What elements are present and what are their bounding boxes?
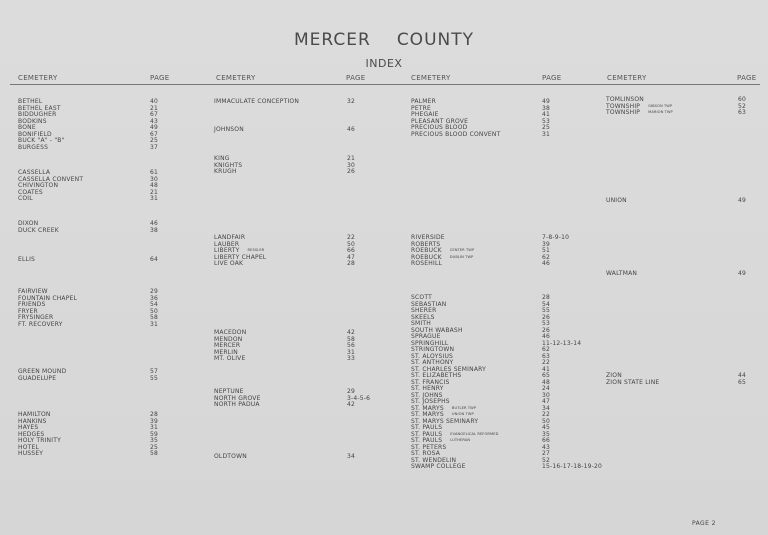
page-reference: 65	[542, 372, 551, 379]
cemetery-name: SCOTT	[411, 294, 432, 301]
page-reference: 31	[150, 195, 159, 202]
page-reference: 50	[542, 417, 551, 425]
index-entry	[214, 98, 377, 105]
cemetery-name: BETHEL EAST	[18, 104, 61, 112]
cemetery-name: DIXON	[18, 220, 39, 227]
page-reference: 31	[542, 130, 551, 138]
cemetery-name: NORTH PADUA	[214, 401, 260, 408]
page-reference: 52	[542, 456, 551, 464]
cemetery-name: HOLY TRINITY	[18, 437, 61, 444]
cemetery-name: NORTH GROVE	[214, 394, 261, 402]
page-number: PAGE 2	[692, 520, 716, 527]
cemetery-name: ST. HENRY	[411, 385, 444, 392]
page-reference: 30	[150, 175, 159, 183]
header-cemetery-3: CEMETERY	[411, 74, 451, 82]
cemetery-name: ST. ELIZABETHS	[411, 372, 462, 379]
page-reference: 48	[542, 378, 551, 386]
cemetery-name: LIBERTY CHAPEL	[214, 253, 267, 261]
cemetery-name: IMMACULATE CONCEPTION	[214, 98, 300, 105]
cemetery-name: ST. MARYS BUTLER TWP	[411, 404, 477, 412]
header-page-3: PAGE	[542, 74, 562, 82]
index-entry	[18, 227, 180, 234]
page-reference: 66	[542, 437, 551, 444]
index-entry	[214, 260, 377, 267]
cemetery-name: FRIENDS	[18, 301, 46, 308]
index-entry	[411, 463, 603, 470]
page-reference: 63	[542, 352, 551, 360]
page-reference: 31	[150, 320, 159, 328]
page-reference: 33	[347, 355, 356, 362]
cemetery-name: MERLIN	[214, 348, 238, 356]
page-reference: 51	[542, 247, 551, 254]
header-cemetery-2: CEMETERY	[216, 74, 256, 82]
page-reference: 58	[347, 335, 356, 343]
page-reference: 58	[150, 314, 159, 321]
page-reference: 34	[347, 453, 356, 460]
page-reference: 49	[738, 270, 747, 277]
page-reference: 53	[542, 117, 551, 125]
page-reference: 49	[150, 124, 159, 131]
cemetery-name: SKEELS	[411, 313, 435, 321]
cemetery-name: COIL	[18, 195, 33, 202]
cemetery-name: ROEBUCK CENTER TWP	[411, 247, 475, 254]
cemetery-name: DUCK CREEK	[18, 226, 59, 234]
page-reference: 29	[150, 288, 159, 295]
cemetery-name: BUCK "A" - "B"	[18, 137, 65, 144]
cemetery-name: NEPTUNE	[214, 388, 244, 395]
cemetery-name: ST. PAULS	[411, 424, 443, 431]
page-reference: 60	[738, 96, 747, 103]
cemetery-name: MERCER	[214, 342, 241, 349]
cemetery-name: BIDDUGHER	[18, 111, 57, 118]
page-title	[0, 30, 768, 50]
page-reference: 36	[150, 294, 159, 302]
page-reference: 49	[738, 197, 747, 204]
index-entry	[18, 321, 180, 328]
cemetery-name: ELLIS	[18, 256, 36, 263]
cemetery-name: ST. PAULS EVANGELICAL REFORMED	[411, 430, 499, 438]
cemetery-name: BONIFIELD	[18, 130, 52, 138]
page-reference: 45	[542, 424, 551, 431]
cemetery-name: HANKINS	[18, 417, 47, 425]
page-reference: 22	[347, 234, 356, 241]
page-reference: 11-12-13-14	[542, 339, 582, 347]
page-reference: 29	[347, 388, 356, 395]
header-cemetery-1: CEMETERY	[18, 74, 58, 82]
page-reference: 64	[150, 256, 159, 263]
index-entry	[214, 355, 377, 362]
page-reference: 22	[542, 359, 551, 366]
page-reference: 61	[150, 169, 159, 176]
page-reference: 28	[542, 294, 551, 301]
cemetery-name: PETRE	[411, 104, 432, 112]
cemetery-name: SEBASTIAN	[411, 300, 447, 308]
page-reference: 21	[150, 188, 159, 196]
cemetery-name: ST. ALOYSIUS	[411, 352, 454, 360]
page-reference: 24	[542, 385, 551, 392]
cemetery-name: BETHEL	[18, 98, 43, 105]
page-reference: 21	[150, 104, 159, 112]
cemetery-name: BURGESS	[18, 143, 49, 151]
index-entry	[18, 144, 180, 151]
page-reference: 28	[150, 411, 159, 418]
cemetery-name: FT. RECOVERY	[18, 320, 63, 328]
page-reference: 62	[542, 253, 551, 261]
cemetery-name: SPRAGUE	[411, 333, 441, 340]
cemetery-name: RIVERSIDE	[411, 234, 445, 241]
page-reference: 7-8-9-10	[542, 234, 570, 241]
cemetery-name: KNIGHTS	[214, 161, 243, 169]
cemetery-name: MENDON	[214, 335, 243, 343]
index-entry	[214, 126, 377, 133]
cemetery-name: KRUGH	[214, 168, 237, 175]
township-note: RESSLER	[247, 248, 265, 252]
cemetery-name: ST. ROSA	[411, 450, 441, 457]
page-reference: 26	[542, 313, 551, 321]
index-entry	[18, 450, 180, 457]
cemetery-name: SHERER	[411, 307, 437, 314]
cemetery-name: ST. MARYS UNION TWP	[411, 411, 474, 418]
cemetery-name: PLEASANT GROVE	[411, 117, 469, 125]
page-reference: 42	[347, 401, 356, 408]
cemetery-name: BODKINS	[18, 117, 47, 125]
header-page-4: PAGE	[737, 74, 757, 82]
cemetery-name: PRECIOUS BLOOD CONVENT	[411, 130, 501, 138]
page-reference: 52	[738, 102, 747, 110]
page-reference: 15-16-17-18-19-20	[542, 463, 603, 470]
page-reference: 63	[738, 109, 747, 116]
page-reference: 38	[542, 104, 551, 112]
page-reference: 48	[150, 182, 159, 189]
page-reference: 49	[542, 98, 551, 105]
page-reference: 31	[150, 424, 159, 431]
page-reference: 46	[347, 126, 356, 133]
cemetery-name: JOHNSON	[214, 126, 244, 133]
index-entry	[606, 109, 768, 116]
page-reference: 39	[542, 240, 551, 248]
cemetery-name: SWAMP COLLEGE	[411, 463, 466, 470]
cemetery-name: HAYES	[18, 424, 39, 431]
cemetery-name: ST. PAULS LUTHERAN	[411, 437, 471, 444]
header-page-1: PAGE	[150, 74, 170, 82]
cemetery-name: HEDGES	[18, 430, 45, 438]
page-reference: 22	[542, 411, 551, 418]
page-reference: 43	[150, 117, 159, 125]
cemetery-name: FAIRVIEW	[18, 288, 48, 295]
index-entry	[411, 131, 572, 138]
page-reference: 54	[150, 301, 159, 308]
cemetery-name: ST. FRANCIS	[411, 378, 450, 386]
cemetery-name: LIVE OAK	[214, 260, 244, 267]
cemetery-name: UNION	[606, 197, 627, 204]
page-reference: 3-4-5-6	[347, 394, 371, 402]
cemetery-name: TOWNSHIP GIBSON TWP	[606, 102, 673, 110]
page-reference: 34	[542, 404, 551, 412]
page-reference: 26	[542, 326, 551, 334]
page-reference: 67	[150, 130, 159, 138]
index-entry	[18, 195, 180, 202]
title-word-2: COUNTY	[396, 30, 474, 50]
cemetery-name: CASSELLA CONVENT	[18, 175, 84, 183]
page-reference: 56	[347, 342, 356, 349]
cemetery-name: ZION	[606, 372, 622, 379]
index-entry	[214, 401, 377, 408]
page-reference: 25	[150, 443, 159, 451]
page-reference: 50	[347, 240, 356, 248]
page-reference: 47	[542, 398, 551, 405]
page-reference: 35	[150, 437, 159, 444]
page-reference: 39	[150, 417, 159, 425]
page-reference: 62	[542, 346, 551, 353]
township-note: LUTHERAN	[450, 438, 471, 442]
page-reference: 21	[347, 155, 356, 162]
page-reference: 66	[347, 247, 356, 254]
cemetery-name: GREEN MOUND	[18, 368, 67, 375]
page-reference: 26	[347, 168, 356, 175]
page-reference: 57	[150, 368, 159, 375]
cemetery-name: SMITH	[411, 320, 431, 327]
page-reference: 30	[542, 391, 551, 399]
cemetery-name: COATES	[18, 188, 43, 196]
index-entry	[18, 375, 180, 382]
cemetery-name: PHEGAIE	[411, 111, 439, 118]
cemetery-name: LAUBER	[214, 240, 240, 248]
page-reference: 27	[542, 450, 551, 457]
cemetery-name: SOUTH WABASH	[411, 326, 463, 334]
page-reference: 44	[738, 372, 747, 379]
cemetery-name: FRYSINGER	[18, 314, 54, 321]
cemetery-name: ST. PETERS	[411, 443, 447, 451]
page-reference: 46	[542, 260, 551, 267]
cemetery-name: TOWNSHIP MARION TWP	[606, 109, 673, 116]
cemetery-name: ST. ANTHONY	[411, 359, 454, 366]
index-entry	[18, 256, 180, 263]
page-reference: 42	[347, 329, 356, 336]
cemetery-name: PALMER	[411, 98, 437, 105]
township-note: MARION TWP	[648, 110, 673, 114]
header-cemetery-4: CEMETERY	[607, 74, 647, 82]
page-reference: 38	[150, 226, 159, 234]
page-reference: 32	[347, 98, 356, 105]
cemetery-name: SPRINGHILL	[411, 339, 449, 347]
township-note: UNION TWP	[451, 412, 474, 416]
cemetery-name: STRINGTOWN	[411, 346, 455, 353]
page-reference: 55	[150, 374, 159, 382]
page-reference: 54	[542, 300, 551, 308]
cemetery-name: KING	[214, 155, 230, 162]
page-reference: 41	[542, 365, 551, 373]
cemetery-name: PRECIOUS BLOOD	[411, 124, 468, 131]
page-reference: 40	[150, 98, 159, 105]
cemetery-name: CHIVINGTON	[18, 182, 59, 189]
cemetery-name: ST. JOHNS	[411, 391, 443, 399]
page-reference: 31	[347, 348, 356, 356]
page-reference: 37	[150, 143, 159, 151]
cemetery-name: OLDTOWN	[214, 453, 247, 460]
township-note: CENTER TWP	[449, 248, 475, 252]
page-reference: 41	[542, 111, 551, 118]
township-note: DUBLIN TWP	[449, 254, 474, 259]
page-reference: 46	[150, 220, 159, 227]
cemetery-name: BONE	[18, 124, 36, 131]
page-reference: 43	[542, 443, 551, 451]
page-subtitle: INDEX	[365, 57, 403, 70]
index-entry	[606, 197, 768, 204]
page-reference: 47	[347, 253, 356, 261]
cemetery-name: LIBERTY RESSLER	[214, 247, 265, 254]
cemetery-name: HUSSEY	[18, 450, 44, 457]
cemetery-name: CASSELLA	[18, 169, 51, 176]
cemetery-name: ROBERTS	[411, 240, 441, 248]
cemetery-name: HAMILTON	[18, 411, 51, 418]
header-page-2: PAGE	[346, 74, 366, 82]
cemetery-name: ZION STATE LINE	[606, 378, 660, 386]
page-reference: 59	[150, 430, 159, 438]
cemetery-name: FRYER	[18, 307, 38, 315]
township-note: BUTLER TWP	[451, 405, 477, 410]
index-entry	[214, 168, 377, 175]
cemetery-name: ST. MARYS SEMINARY	[411, 417, 479, 425]
cemetery-name: ST. WENDELIN	[411, 456, 457, 464]
cemetery-name: GUADELUPE	[18, 374, 57, 382]
cemetery-name: ROEBUCK DUBLIN TWP	[411, 253, 474, 261]
page-reference: 46	[542, 333, 551, 340]
cemetery-name: MT. OLIVE	[214, 355, 246, 362]
page-reference: 30	[347, 161, 356, 169]
title-word-1: MERCER	[294, 30, 371, 50]
page-reference: 65	[738, 378, 747, 386]
index-entry	[411, 260, 572, 267]
township-note: EVANGELICAL REFORMED	[450, 431, 499, 436]
cemetery-name: TOMLINSON	[606, 96, 644, 103]
cemetery-name: ST. JOSEPHS	[411, 398, 450, 405]
cemetery-name: LANDFAIR	[214, 234, 246, 241]
index-entry	[606, 379, 768, 386]
index-entry	[606, 270, 768, 277]
cemetery-name: HOTEL	[18, 443, 40, 451]
cemetery-name: ROSEHILL	[411, 260, 443, 267]
township-note: GIBSON TWP	[648, 103, 673, 108]
page-reference: 53	[542, 320, 551, 327]
page-reference: 55	[542, 307, 551, 314]
page-reference: 28	[347, 260, 356, 267]
page-reference: 67	[150, 111, 159, 118]
header-rule	[10, 84, 760, 85]
cemetery-name: WALTMAN	[606, 270, 638, 277]
page-reference: 58	[150, 450, 159, 457]
page-reference: 25	[542, 124, 551, 131]
page-reference: 50	[150, 307, 159, 315]
cemetery-name: ST. CHARLES SEMINARY	[411, 365, 486, 373]
page-reference: 35	[542, 430, 551, 438]
index-entry	[214, 453, 377, 460]
cemetery-name: MACEDON	[214, 329, 247, 336]
page-reference: 25	[150, 137, 159, 144]
cemetery-name: FOUNTAIN CHAPEL	[18, 294, 78, 302]
